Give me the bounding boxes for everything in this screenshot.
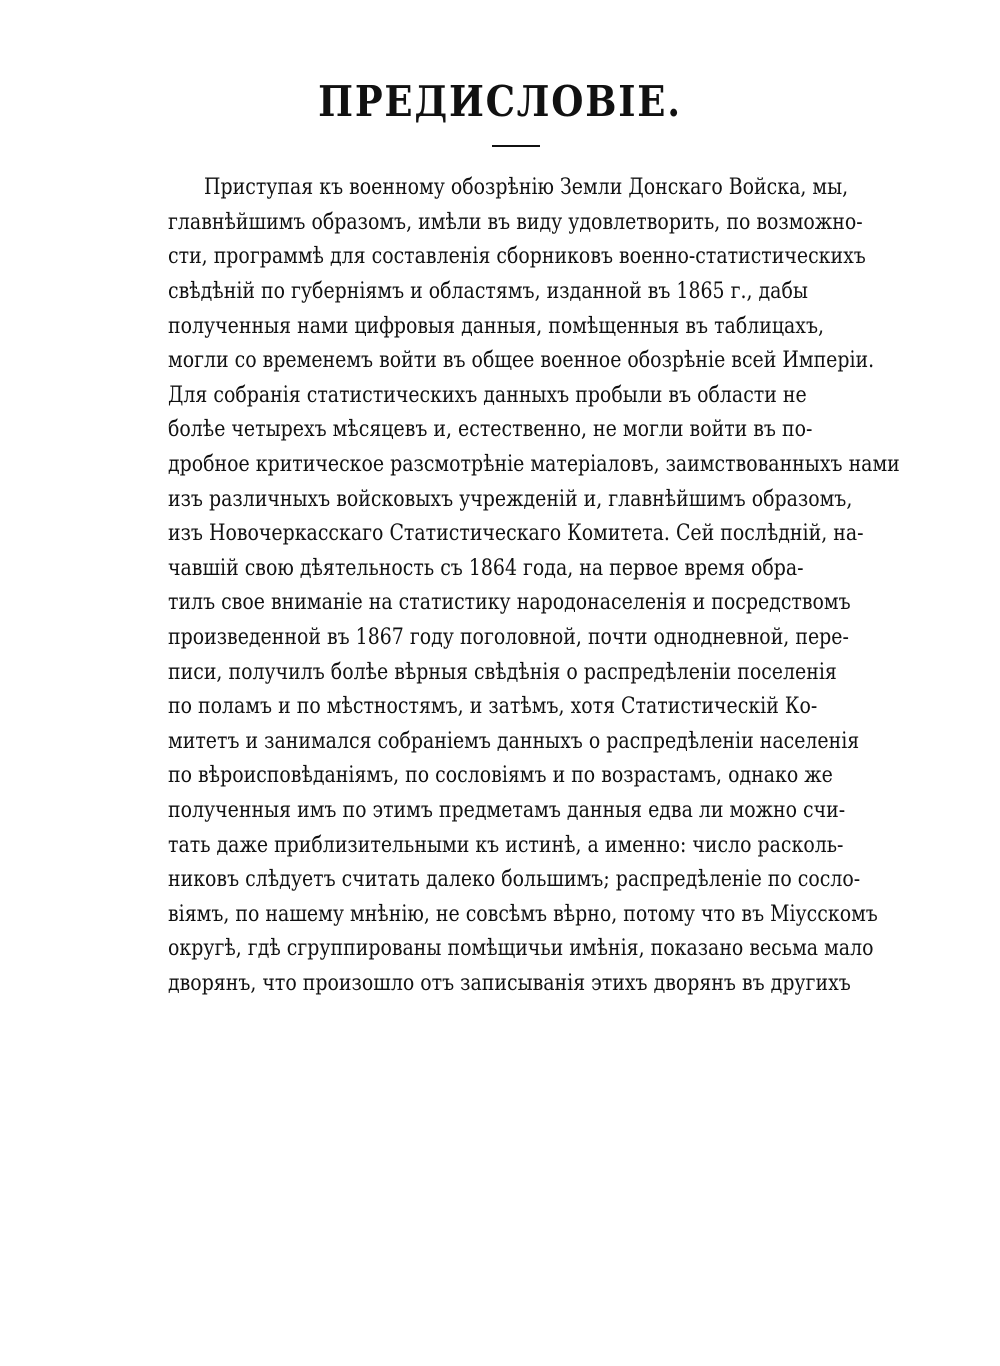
text-line <box>168 517 868 552</box>
text-line-content: изъ различныхъ войсковыхъ учрежденій и, главнѣйшимъ образомъ, <box>168 486 853 512</box>
text-line-content: тать даже приблизительными къ истинѣ, а именно: число расколь- <box>168 832 844 858</box>
text-line <box>168 309 868 344</box>
text-line <box>168 344 875 379</box>
text-line <box>168 932 874 967</box>
text-line-content: никовъ слѣдуетъ считать далеко большимъ; распредѣленіе по сосло- <box>168 867 861 893</box>
text-line-content: віямъ, по нашему мнѣнію, не совсѣмъ вѣрно, потому что въ Міусскомъ <box>168 901 878 927</box>
text-line <box>168 759 868 794</box>
text-line <box>168 171 868 206</box>
text-line <box>168 621 868 656</box>
text-line-content: писи, получилъ болѣе вѣрныя свѣдѣнія о распредѣленіи поселенія <box>168 659 837 685</box>
text-line <box>168 240 868 275</box>
text-line-content: болѣе четырехъ мѣсяцевъ и, естественно, не могли войти въ по- <box>168 417 813 443</box>
text-line <box>168 897 878 932</box>
text-line-content: дробное критическое разсмотрѣніе матеріаловъ, заимствованныхъ нами <box>168 452 900 478</box>
text-line-content: свѣдѣній по губерніямъ и областямъ, изданной въ 1865 г., дабы <box>168 279 808 305</box>
text-line-content: округѣ, гдѣ сгруппированы помѣщичьи имѣнія, показано весьма мало <box>168 936 874 962</box>
text-line-content: полученныя нами цифровыя данныя, помѣщенныя въ таблицахъ, <box>168 313 825 339</box>
text-line-content: могли со временемъ войти въ общее военное обозрѣніе всей Имперіи. <box>168 348 875 374</box>
text-line <box>168 967 868 1002</box>
text-line-content: по поламъ и по мѣстностямъ, и затѣмъ, хотя Статистическій Ко- <box>168 694 818 720</box>
text-line <box>168 586 868 621</box>
preface-paragraph <box>168 171 900 1001</box>
text-line-content: Приступая къ военному обозрѣнію Земли Донскаго Войска, мы, <box>204 175 849 201</box>
text-line-content: чавшій свою дѣятельность съ 1864 года, на первое время обра- <box>168 555 804 581</box>
text-line <box>168 655 868 690</box>
text-line-content: изъ Новочеркасскаго Статистическаго Комитета. Сей послѣдній, на- <box>168 521 864 547</box>
page-title: ПРЕДИСЛОВІЕ. <box>318 77 682 126</box>
text-line-content: дворянъ, что произошло отъ записыванія этихъ дворянъ въ другихъ <box>168 970 851 996</box>
text-line <box>168 275 868 310</box>
text-line <box>168 725 868 760</box>
text-line <box>168 794 868 829</box>
text-line <box>168 379 868 414</box>
text-line <box>168 828 868 863</box>
text-line-content: произведенной въ 1867 году поголовной, почти однодневной, пере- <box>168 625 849 651</box>
text-line-content: тилъ свое вниманіе на статистику народонаселенія и посредствомъ <box>168 590 851 616</box>
text-line <box>168 482 868 517</box>
title-divider <box>492 145 540 147</box>
text-line-content: главнѣйшимъ образомъ, имѣли въ виду удовлетворить, по возможно- <box>168 209 863 235</box>
text-line <box>168 552 868 587</box>
text-line-content: Для собранія статистическихъ данныхъ пробыли въ области не <box>168 382 807 408</box>
text-line-content: полученныя имъ по этимъ предметамъ данныя едва ли можно счи- <box>168 797 846 823</box>
text-line <box>168 413 868 448</box>
text-line <box>168 206 868 241</box>
text-line-content: по вѣроисповѣданіямъ, по сословіямъ и по возрастамъ, однако же <box>168 763 833 789</box>
text-line-content: сти, программѣ для составленія сборниковъ военно-статистическихъ <box>168 244 866 270</box>
text-line <box>168 690 868 725</box>
text-line <box>168 863 868 898</box>
text-line-content: митетъ и занимался собраніемъ данныхъ о распредѣленіи населенія <box>168 728 860 754</box>
text-line <box>168 448 900 483</box>
